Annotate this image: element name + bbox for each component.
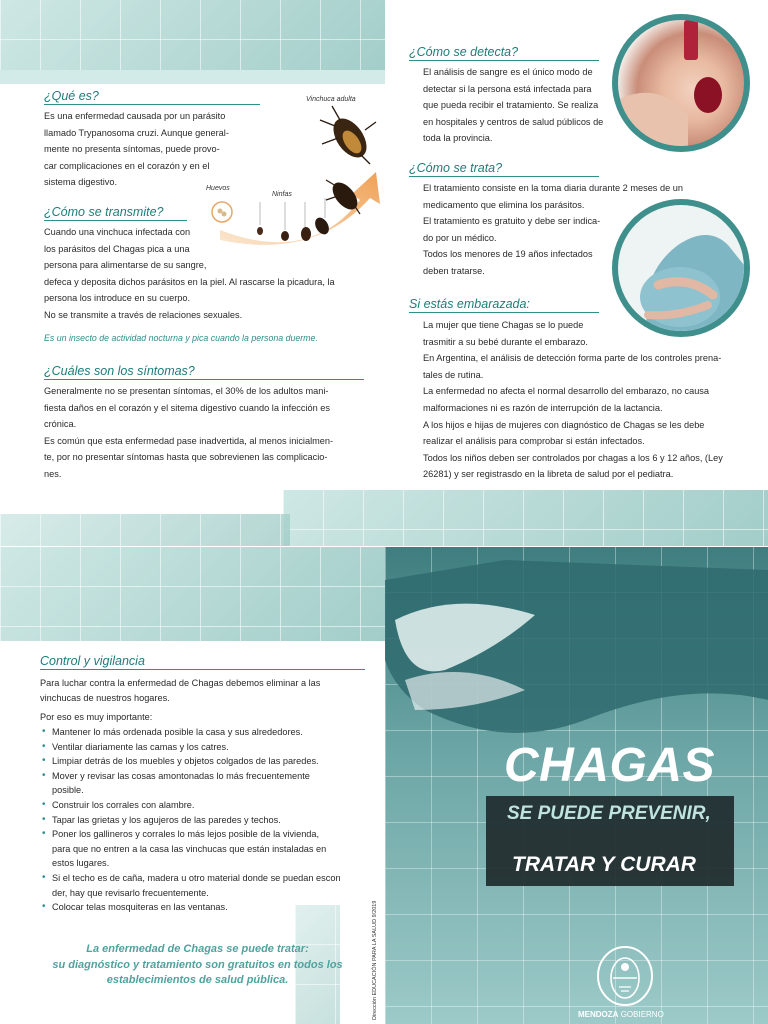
transmite-title: ¿Cómo se transmite? (44, 205, 187, 221)
mendoza-logo (595, 945, 655, 1007)
list-item: • Colocar telas mosquiteras en las ventanas. (40, 900, 341, 915)
cover-slogan-line2: TRATAR Y CURAR (512, 853, 696, 876)
provincial-shield-icon (595, 945, 655, 1007)
control-lead: Por eso es muy importante: (40, 712, 153, 722)
control-title: Control y vigilancia (40, 654, 365, 670)
closing-message: La enfermedad de Chagas se puede tratar: su diagnóstico y tratamiento son gratuitos en todos los establecimientos de salud pública. (52, 943, 343, 986)
label-eggs: Huevos (206, 185, 230, 192)
control-intro: Para luchar contra la enfermedad de Chagas debemos eliminar a las vinchucas de nuestros hogares. (40, 678, 321, 703)
list-item: • Construir los corrales con alambre. (40, 798, 341, 813)
que-es-title: ¿Qué es? (44, 89, 260, 105)
top-right-tile-band (283, 490, 768, 546)
label-nymphs: Ninfas (272, 191, 292, 198)
label-adult: Vinchuca adulta (306, 96, 356, 103)
detecta-body: El análisis de sangre es el único modo de detectar si la persona está infectada para que pueda recibir el tratamiento. Se realiza en hospitales y centros de salud públicos de toda la provincia. (423, 67, 604, 144)
list-item: • Limpiar detrás de los muebles y objetos colgados de las paredes. (40, 754, 341, 769)
list-item: • Ventilar diariamente las camas y los catres. (40, 740, 341, 755)
blood-test-photo (612, 14, 750, 152)
trata-body: El tratamiento consiste en la toma diaria durante 2 meses de un medicamento que elimina los parásitos. El tratamiento es gratuito y debe ser indica- do por un médico. Todos los menores de 19 años infectados deben tratarse. (423, 183, 683, 276)
list-item: • Poner los gallineros y corrales lo más lejos posible de la vivienda, para que no entren a la casa las vinchucas que están instaladas en estos lugares. (40, 827, 341, 871)
sintomas-body: Generalmente no se presentan síntomas, el 30% de los adultos mani- fiesta daños en el corazón y el sitema digestivo cuando la infección es crónica. Es común que esta enfermedad pase inadvertida, al menos inicialmen- te, por no presentar síntomas hasta que sobrevienen las complicacio- nes. (44, 386, 334, 479)
list-item: • Mover y revisar las cosas amontonadas lo más frecuentemente posible. (40, 769, 341, 798)
transmite-body: Cuando una vinchuca infectada con los parásitos del Chagas pica a una persona para alimentarse de su sangre, defeca y deposita dichos parásitos en la piel. Al rascarse la picadura, la persona los introduce en su cuerpo. No se transmite a través de relaciones sexuales. (44, 227, 335, 320)
cover-brush-stroke (385, 560, 768, 760)
embarazada-title: Si estás embarazada: (409, 297, 599, 313)
control-list (40, 725, 341, 915)
trata-title: ¿Cómo se trata? (409, 161, 599, 177)
list-item: • Si el techo es de caña, madera u otro material donde se puedan escon der, hay que revisarlo frecuentemente. (40, 871, 341, 900)
top-left-band-shadow (0, 70, 385, 84)
cover-slogan-line1: SE PUEDE PREVENIR, (507, 803, 711, 824)
logo-text: MENDOZA GOBIERNO (578, 1010, 664, 1019)
vertical-credit: Dirección EDUCACIÓN PARA LA SALUD 9/2019 (372, 900, 378, 1020)
blood-sample-icon (618, 20, 744, 146)
cover-title: CHAGAS (504, 739, 716, 792)
list-item: • Mantener lo más ordenada posible la casa y sus alrededores. (40, 725, 341, 740)
sintomas-title: ¿Cuáles son los síntomas? (44, 364, 364, 380)
bottom-left-tile-band (0, 547, 385, 641)
detecta-title: ¿Cómo se detecta? (409, 45, 599, 61)
nocturnal-note: Es un insecto de actividad nocturna y pica cuando la persona duerme. (44, 333, 318, 343)
embarazada-body: La mujer que tiene Chagas se lo puede trasmitir a su bebé durante el embarazo. En Argentina, el análisis de detección forma parte de los controles prena- tales de rutina. La enfermedad no afecta el normal desarrollo del embarazo, no causa malformaciones ni es razón de interrupción de la lactancia. A los hijos e hijas de mujeres con diagnóstico de Chagas se les debe realizar el análisis para comprobar si están infectados. Todos los niños deben ser controlados por chagas a los 6 y 12 años, (Ley 26281) y ser registrasdo en la libreta de salud por el pediatra. (423, 320, 723, 480)
mid-left-strip (0, 514, 290, 546)
pregnant-woman-icon (618, 205, 744, 331)
que-es-body: Es una enfermedad causada por un parásito llamado Trypanosoma cruzi. Aunque general- mente no presenta síntomas, puede provo- car complicaciones en el corazón y en el sistema digestivo. (44, 111, 229, 188)
list-item: • Tapar las grietas y los agujeros de las paredes y techos. (40, 813, 341, 828)
